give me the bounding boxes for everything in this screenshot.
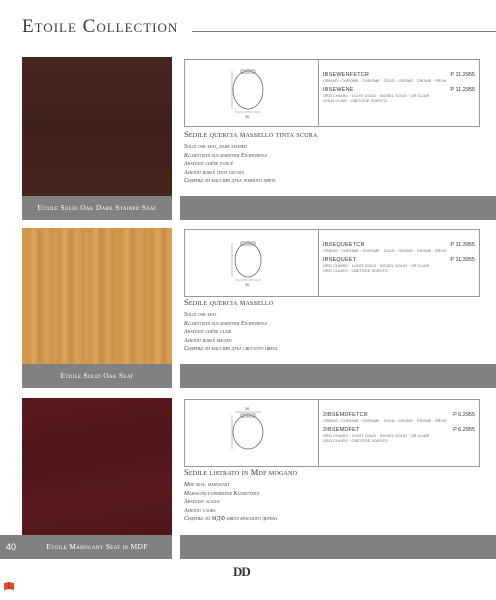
- description-line: Asiento roble tinta oscura: [184, 169, 245, 176]
- product-price: P 11.3955: [450, 257, 475, 263]
- description-title: Sedile quercia massello tinta scura: [184, 129, 318, 139]
- description-line: Сиденье из массива дуба светлого цвета: [184, 346, 278, 353]
- product-price: P 11.2955: [450, 87, 475, 93]
- description-line: Klosettsitz aus massivem Eichenholz: [184, 320, 267, 327]
- code-row: [319, 427, 479, 443]
- code-box: [318, 399, 480, 467]
- product-price: P 11.2955: [450, 72, 475, 78]
- product-code: IBSEQUEET: [323, 257, 357, 263]
- description-line: Asiento caoba: [184, 507, 216, 514]
- page-number: 40: [0, 535, 22, 559]
- seat-drawing-card: [184, 399, 320, 467]
- description-title: Sedile quercia massello: [184, 297, 274, 307]
- code-row: [319, 72, 479, 83]
- finish-list: CREMO · CHROME · CHROME · GOLD · CROME · CROME · SROK: [323, 79, 447, 83]
- finish-list: CREMO · CHROME · CHROME · GOLD · CROME · CROME · SROK: [323, 419, 447, 423]
- description-line: Abattant chêne foncé: [184, 161, 234, 168]
- swatch-caption: Etoile Solid Oak Seat: [22, 364, 172, 388]
- finish-list: GOLD CLAIR · СВЕТЛОЕ ЗОЛОТО: [323, 99, 387, 103]
- seat-drawing: [185, 400, 319, 466]
- swatch-caption: Etoile Mahogany Seat in MDF: [22, 535, 172, 559]
- description-line: Сиденье из массива дуба темного цвета: [184, 178, 276, 185]
- product-code: 2IBSEMDFET: [323, 427, 360, 433]
- dimension-label: 36: [245, 282, 250, 287]
- product-price: P 6.2955: [453, 412, 475, 418]
- code-row: [319, 257, 479, 273]
- product-code: IBSEWENFETCR: [323, 72, 370, 78]
- page-title: Etoile Collection: [22, 16, 179, 37]
- code-row: [319, 87, 479, 103]
- brand-logo: DD: [233, 564, 250, 579]
- finish-list: ORO CHIARO · LIGHT GOLD · NICKEL SOLID · OR CLAIR: [323, 434, 430, 438]
- product-code: IBSEQUEETCR: [323, 242, 365, 248]
- dimension-label: 36: [245, 114, 250, 119]
- description-line: Mdf seat, mahogany: [184, 482, 230, 488]
- book-icon[interactable]: [3, 581, 15, 591]
- section-band: [180, 196, 496, 220]
- seat-drawing: [185, 230, 319, 296]
- dimension-label: 36: [245, 406, 250, 411]
- product-code: IBSEWENE: [323, 87, 354, 93]
- wood-swatch-oak: [22, 228, 172, 368]
- description-line: Asiento roble macizo: [184, 337, 232, 344]
- description-title: Sedile listrato in Mdf mogano: [184, 467, 298, 477]
- description: [184, 129, 444, 186]
- code-box: [318, 229, 480, 297]
- description-line: Klosettsitz aus massivem Eichenholz: [184, 152, 267, 159]
- finish-list: ORO CHIARO · LIGHT GOLD · NICKEL SOLID · OR CLAIR: [323, 94, 430, 98]
- seat-drawing-card: [184, 59, 320, 127]
- code-box: [318, 59, 480, 127]
- section-band: [180, 364, 496, 388]
- product-code: 2IBSEMDFETCR: [323, 412, 368, 418]
- description-line: Solid oak seat, dark stained: [184, 144, 247, 150]
- wood-swatch-mahogany: [22, 398, 172, 538]
- product-price: P 11.3955: [450, 242, 475, 248]
- finish-list: ORO CLAIRO · СВЕТЛОЕ ЗОЛОТО: [323, 269, 388, 273]
- finish-list: ORO CHIARO · LIGHT GOLD · NICKEL SOLID · OR CLAIR: [323, 264, 430, 268]
- description-line: Mahagoni furnierter Klosettsitz: [184, 490, 260, 497]
- wood-swatch-dark-oak: [22, 57, 172, 199]
- description-line: Сиденье из МДФ цвета красного дерева: [184, 516, 278, 523]
- finish-list: CREMO · CHROME · CHROME · GOLD · CROME · CROME · SROK: [323, 249, 447, 253]
- code-row: [319, 412, 479, 423]
- section-band: [180, 535, 496, 559]
- description-line: Abattant acajou: [184, 499, 221, 506]
- description: [184, 297, 444, 354]
- seat-drawing-card: [184, 229, 320, 297]
- swatch-caption: Etoile Solid Oak Dark Stained Seat: [22, 196, 172, 220]
- finish-list: ORO CLAIRO · СВЕТЛОЕ ЗОЛОТО: [323, 439, 388, 443]
- code-row: [319, 242, 479, 253]
- description-line: Abattant chêne clair: [184, 329, 232, 336]
- description: [184, 467, 444, 524]
- description-line: Solid oak seat: [184, 312, 217, 318]
- title-divider: [192, 31, 496, 32]
- seat-drawing: [185, 60, 319, 126]
- product-price: P 6.2955: [453, 427, 475, 433]
